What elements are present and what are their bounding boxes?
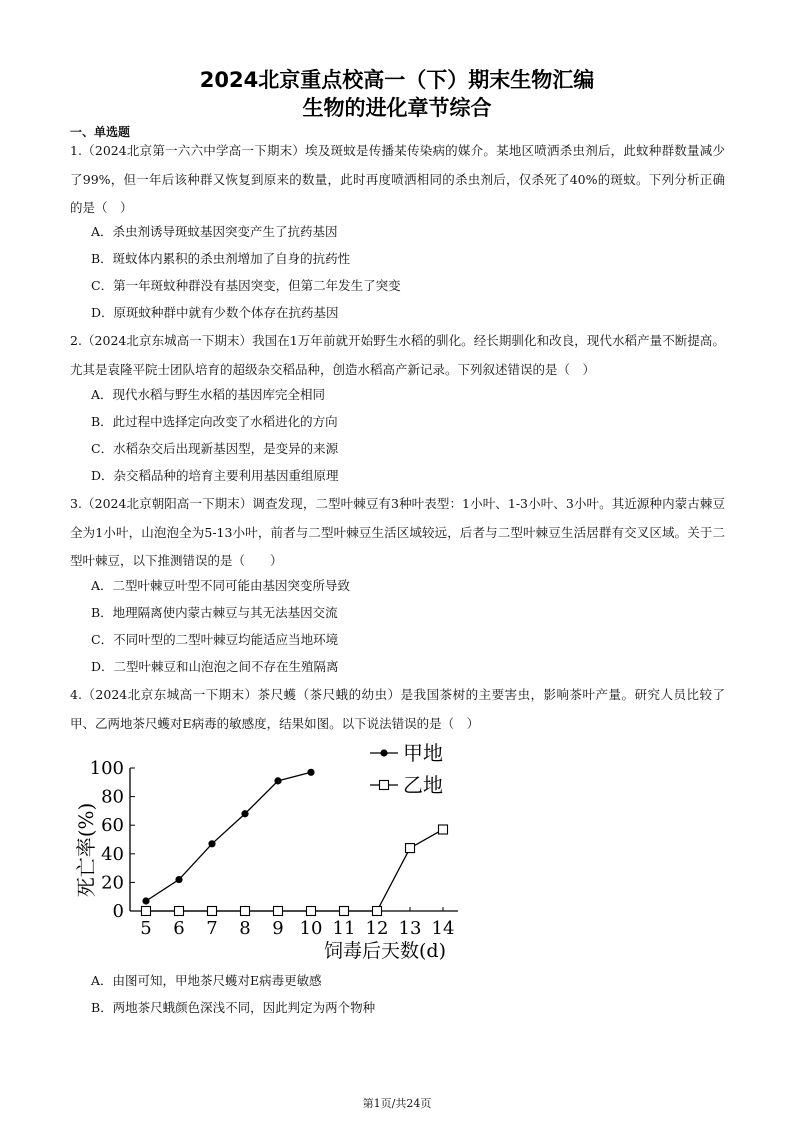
x-tick-label: 10: [299, 918, 323, 939]
data-point-jia: [175, 876, 182, 883]
page-subtitle: 生物的进化章节综合: [302, 96, 492, 120]
data-point-yi: [439, 825, 448, 834]
data-point-yi: [175, 907, 184, 916]
y-tick-label: 0: [112, 901, 124, 922]
section-heading: 一、单选题: [70, 125, 131, 139]
chart-legend: [370, 741, 443, 797]
question-1-stem: 1.（2024北京第一六六中学高一下期末）埃及斑蚊是传播某传染病的媒介。某地区喷洒杀虫剂后，此蚊种群数量减少了99%，但一年后该种群又恢复到原来的数量，此时再度喷洒相同的杀虫剂后，仅杀死了40%的斑蚊。下列分析正确的是（ ）: [70, 143, 725, 215]
question-2-option-a: A．现代水稻与野生水稻的基因库完全相同: [91, 387, 326, 402]
x-tick-label: 11: [332, 918, 356, 939]
page-title: 2024北京重点校高一（下）期末生物汇编: [199, 68, 595, 92]
question-3-option-c: C．不同叶型的二型叶棘豆均能适应当地环境: [91, 632, 339, 647]
series-line-1: [146, 772, 311, 901]
y-tick-label: 80: [101, 786, 124, 808]
question-1-option-a: A．杀虫剂诱导斑蚊基因突变产生了抗药基因: [91, 224, 338, 239]
data-point-yi: [340, 907, 349, 916]
data-point-jia: [274, 777, 281, 784]
y-axis-label: 死亡率(%): [74, 802, 98, 898]
data-point-yi: [307, 907, 316, 916]
data-point-yi: [373, 907, 382, 916]
question-4-stem: 4.（2024北京东城高一下期末）茶尺蠖（茶尺蛾的幼虫）是我国茶树的主要害虫，影响茶叶产量。研究人员比较了甲、乙两地茶尺蠖对E病毒的敏感度，结果如图。以下说法错误的是（ ）: [70, 687, 725, 731]
x-tick-label: 8: [239, 918, 251, 939]
x-tick-label: 12: [365, 918, 389, 939]
x-tick-label: 14: [431, 918, 455, 939]
question-3-stem: 3.（2024北京朝阳高一下期末）调查发现，二型叶棘豆有3种叶表型：1小叶、1-3小叶、3小叶。其近源种内蒙古棘豆全为1小叶，山泡泡全为5-13小叶，前者与二型叶棘豆生活区域较远，后者与二型叶棘豆生活居群有交叉区域。关于二型叶棘豆，以下推测错误的是（ ）: [70, 496, 725, 568]
legend-marker-yi: [380, 781, 389, 790]
data-point-jia: [241, 810, 248, 817]
data-point-yi: [241, 907, 250, 916]
chart-series: [142, 769, 448, 916]
data-point-jia: [208, 840, 215, 847]
mortality-line-chart: [60, 735, 480, 970]
y-tick-label: 100: [89, 758, 124, 779]
data-point-jia: [142, 897, 149, 904]
legend-marker-jia: [380, 749, 387, 756]
y-tick-label: 60: [101, 815, 124, 837]
data-point-yi: [142, 907, 151, 916]
question-3-option-b: B．地理隔离使内蒙古棘豆与其无法基因交流: [91, 605, 338, 620]
data-point-jia: [307, 769, 314, 776]
x-tick-label: 9: [272, 918, 284, 939]
question-1-option-b: B．斑蚊体内累积的杀虫剂增加了自身的抗药性: [91, 251, 351, 266]
legend-label-jia: 甲地: [403, 741, 443, 765]
x-tick-label: 7: [206, 918, 218, 939]
legend-label-yi: 乙地: [403, 773, 443, 797]
question-4-option-a: A．由图可知，甲地茶尺蠖对E病毒更敏感: [91, 973, 322, 988]
data-point-yi: [406, 844, 415, 853]
y-tick-label: 40: [101, 843, 124, 865]
question-2-option-b: B．此过程中选择定向改变了水稻进化的方向: [91, 414, 338, 429]
question-2-option-c: C．水稻杂交后出现新基因型，是变异的来源: [91, 441, 339, 456]
question-2-option-d: D．杂交稻品种的培育主要利用基因重组原理: [91, 468, 339, 483]
data-point-yi: [274, 907, 283, 916]
data-point-yi: [208, 907, 217, 916]
question-1-option-c: C．第一年斑蚊种群没有基因突变，但第二年发生了突变: [91, 278, 401, 293]
question-1-option-d: D．原斑蚊种群中就有少数个体存在抗药基因: [91, 305, 339, 320]
x-axis-label: 饲毒后天数(d): [324, 940, 446, 962]
question-3-option-a: A．二型叶棘豆叶型不同可能由基因突变所导致: [91, 578, 351, 593]
x-tick-label: 6: [173, 918, 185, 939]
question-2-stem: 2.（2024北京东城高一下期末）我国在1万年前就开始野生水稻的驯化。经长期驯化和改良，现代水稻产量不断提高。尤其是袁隆平院士团队培育的超级杂交稻品种，创造水稻高产新记录。下列叙述错误的是（ ）: [70, 333, 725, 377]
question-4-option-b: B．两地茶尺蛾颜色深浅不同，因此判定为两个物种: [91, 1000, 376, 1015]
page-footer: 第1页/共24页: [362, 1097, 432, 1110]
y-tick-label: 20: [101, 872, 124, 894]
x-tick-label: 5: [140, 918, 152, 939]
question-3-option-d: D．二型叶棘豆和山泡泡之间不存在生殖隔离: [91, 659, 339, 674]
x-tick-label: 13: [398, 918, 422, 939]
series-line-2: [146, 829, 443, 911]
